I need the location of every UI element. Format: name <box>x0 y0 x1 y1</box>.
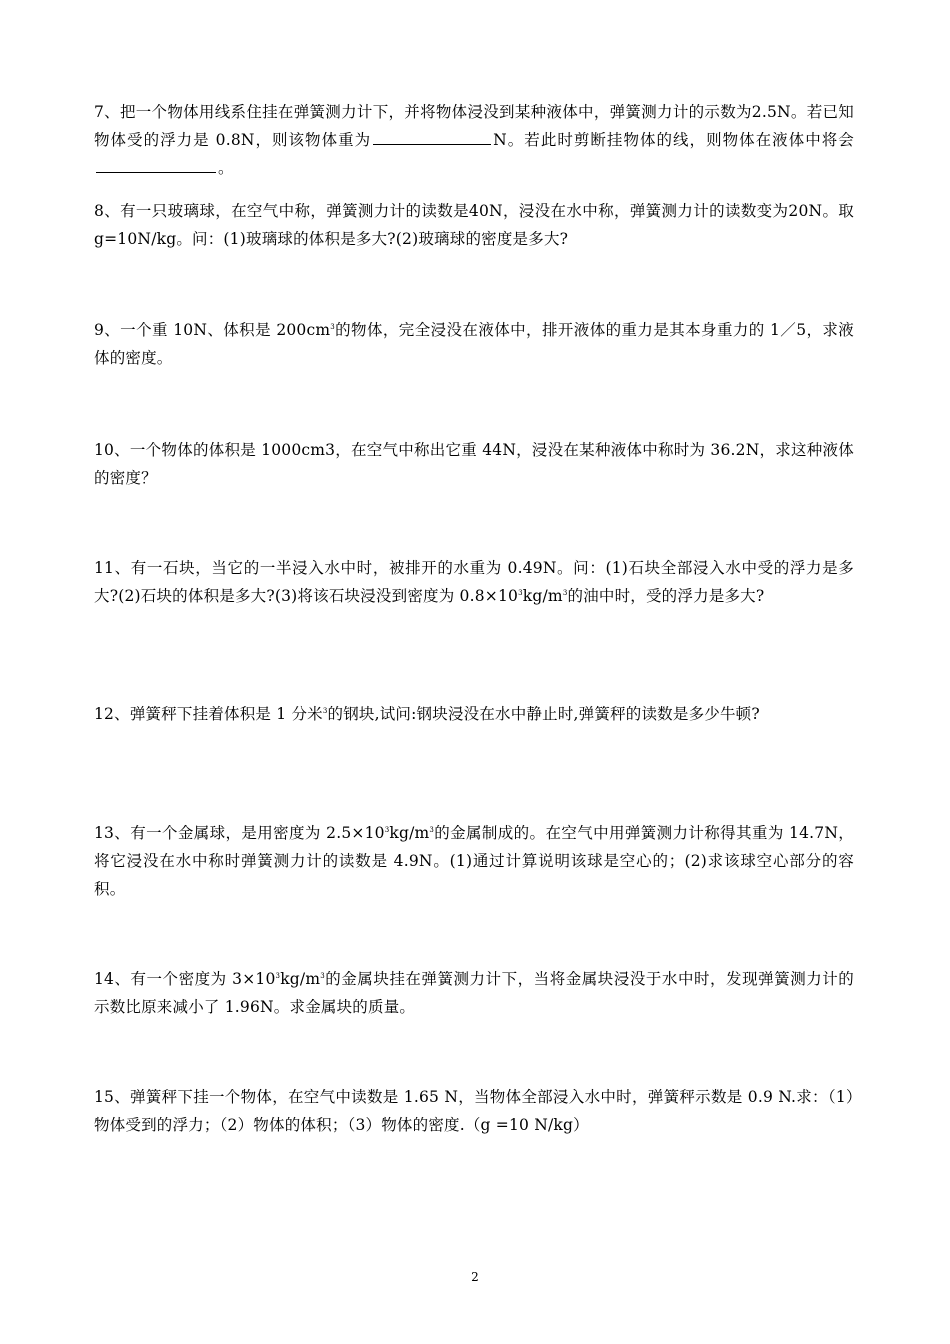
question-14: 14、有一个密度为 $3\times 10^3kg/m^3$的金属块挂在弹簧测力计下，当将金属块浸没于水中时，发现弹簧测力计的示数比原来减小了 1.96N。求金属块的质量。 <box>94 970 854 1016</box>
question-13: 13、有一个金属球，是用密度为 $2.5\times 10^3kg/m^3$的金属制成的。在空气中用弹簧测力计称得其重为 14.7N，将它浸没在水中称时弹簧测力计的读数是 4.9N。(1)通过计算说明该球是空心的；(2)求该球空心部分的容积。 <box>94 824 854 898</box>
question-12: 12、弹簧秤下挂着体积是 1 分米$^3$的钢块,试问:钢块浸没在水中静止时,弹簧秤的读数是多少牛顿? <box>94 705 760 723</box>
question-11: 11、有一石块，当它的一半浸入水中时，被排开的水重为 0.49N。问：(1)石块全部浸入水中受的浮力是多大?(2)石块的体积是多大?(3)将该石块浸没到密度为 $0.8\times 10^3kg/m^3$的油中时，受的浮力是多大? <box>94 559 854 605</box>
page-number: 2 <box>471 1270 479 1284</box>
answer-blank-weight <box>373 126 491 145</box>
question-8: 8、有一只玻璃球，在空气中称，弹簧测力计的读数是40N，浸没在水中称，弹簧测力计的读数变为20N。取g=10N/kg。问：(1)玻璃球的体积是多大?(2)玻璃球的密度是多大? <box>94 202 854 248</box>
question-9: 9、一个重 10N、体积是 $200cm^3$的物体，完全浸没在液体中，排开液体的重力是其本身重力的 1／5，求液体的密度。 <box>94 321 855 367</box>
question-10: 10、一个物体的体积是 1000cm3，在空气中称出它重 44N，浸没在某种液体中称时为 36.2N，求这种液体的密度？ <box>94 441 854 487</box>
question-7: 7、把一个物体用线系住挂在弹簧测力计下，并将物体浸没到某种液体中，弹簧测力计的示数为2.5N。若已知物体受的浮力是 0.8N，则该物体重为 N。若此时剪断挂物体的线，则物体在液体中将会。 <box>94 103 854 177</box>
answer-blank-motion <box>96 154 216 173</box>
question-15: 15、弹簧秤下挂一个物体，在空气中读数是 1.65 N，当物体全部浸入水中时，弹簧秤示数是 0.9 N.求：（1）物体受到的浮力；（2）物体的体积；（3）物体的密度.（g =10 N/kg） <box>94 1088 854 1134</box>
